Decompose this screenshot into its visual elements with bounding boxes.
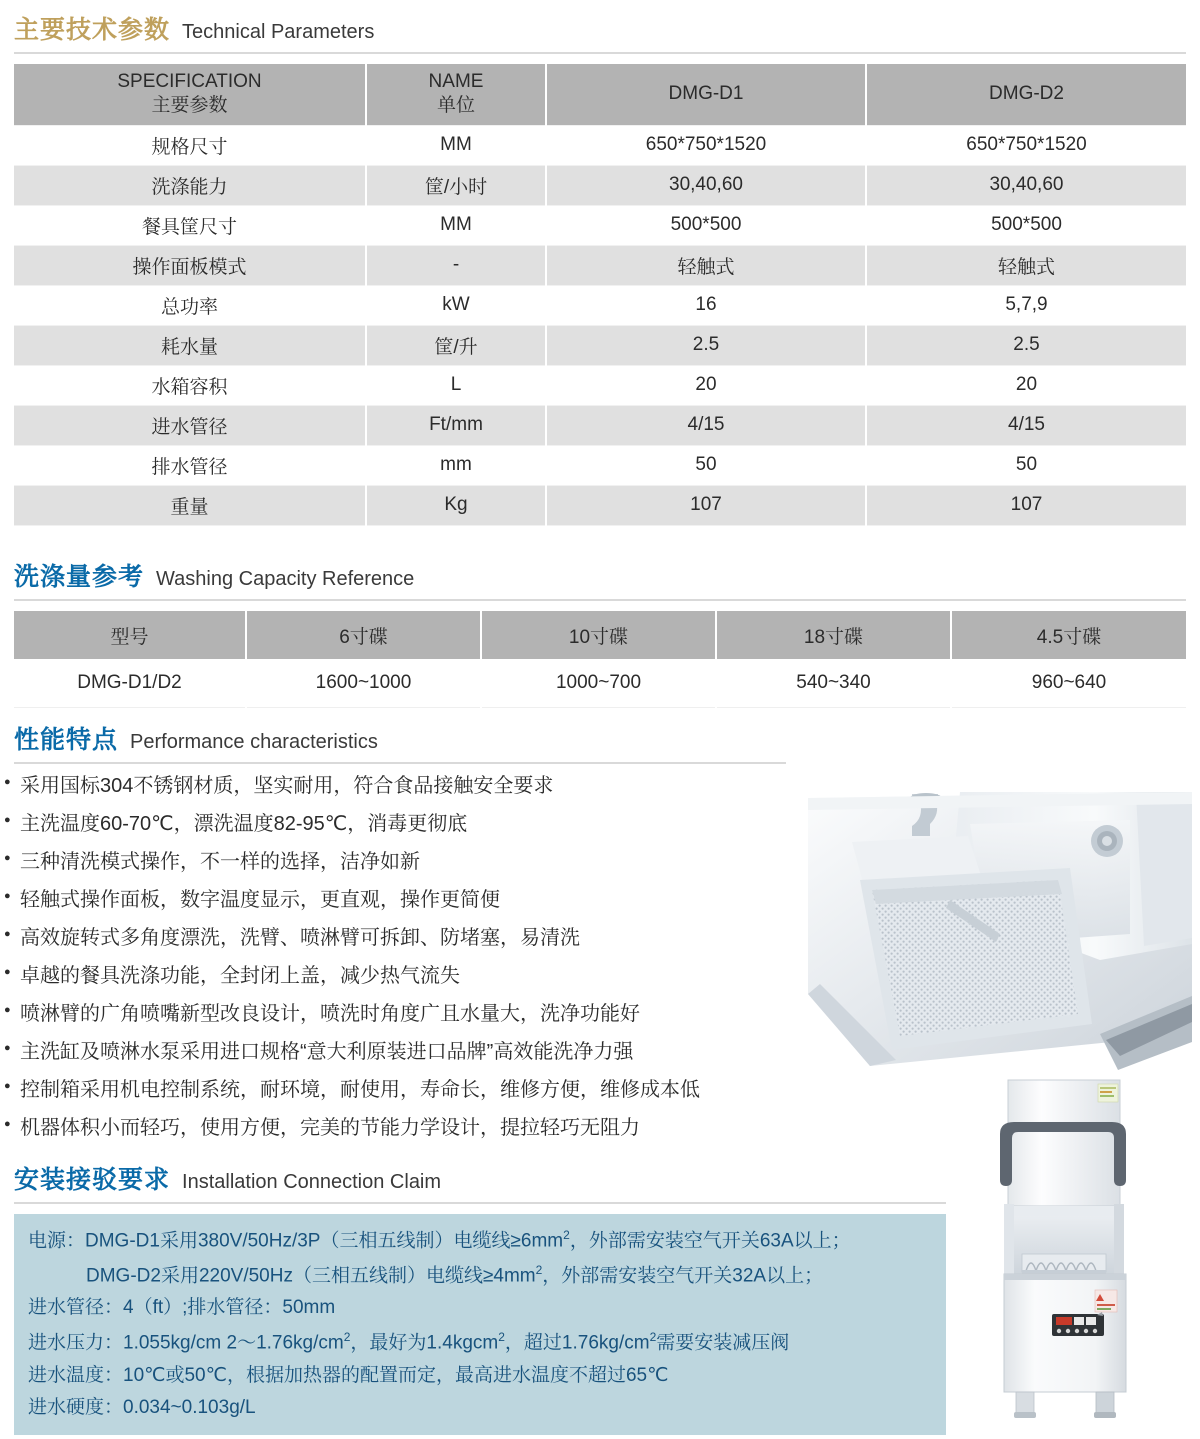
cell-d1: 20 [546,365,866,405]
list-item: ● 高效旋转式多角度漂洗，洗臂、喷淋臂可拆卸、防堵塞，易清洗 [0,928,800,948]
text-c: ，超过1.76kg/cm [504,1332,650,1354]
cell-d1: 50 [546,445,866,485]
cell-unit: 筐/小时 [366,165,546,205]
cell-unit: L [366,365,546,405]
cell-param: 进水管径 [14,405,366,445]
cell-10inch: 1000~700 [481,659,716,707]
heading-divider [14,1202,946,1204]
heading-cn: 洗涤量参考 [14,563,145,591]
cell-param: 洗涤能力 [14,165,366,205]
cell-45inch: 960~640 [951,659,1186,707]
installation-heading [0,1168,960,1193]
text-d: 需要安装减压阀 [656,1332,790,1354]
feature-list [0,776,800,1138]
superscript: 2 [563,1228,570,1242]
cell-d2: 500*500 [866,205,1186,245]
list-item: ● 三种清洗模式操作，不一样的选择，洁净如新 [0,852,800,872]
table-header-row [14,64,1186,125]
cell-d2: 650*750*1520 [866,125,1186,165]
installation-requirements-box [14,1214,946,1435]
text-b: ，外部需安装空气开关63A以上； [569,1230,851,1252]
table-row [14,659,1186,707]
heading-en: Washing Capacity Reference [156,568,415,590]
cell-d2: 50 [866,445,1186,485]
wash-tank-illustration [800,784,1196,1070]
superscript: 2 [535,1262,543,1277]
cell-d1: 30,40,60 [546,165,866,205]
cell-d2: 5,7,9 [866,285,1186,325]
table-row [14,325,1186,365]
wash-tank-photo [800,784,1196,1070]
install-line-water-pressure [28,1330,932,1355]
table-row [14,285,1186,325]
text-a: DMG-D2采用220V/50Hz（三相五线制）电缆线≥4mm [86,1265,536,1287]
cell-d1: 2.5 [546,325,866,365]
cell-unit: MM [366,125,546,165]
installation-section [0,1168,960,1435]
cell-d1: 500*500 [546,205,866,245]
performance-heading [0,728,800,753]
heading-en: Technical Parameters [182,21,375,43]
cell-param: 规格尺寸 [14,125,366,165]
cell-unit: Ft/mm [366,405,546,445]
list-item: ● 喷淋臂的广角喷嘴新型改良设计，喷洗时角度广且水量大，洗净功能好 [0,1004,800,1024]
cell-param: 耗水量 [14,325,366,365]
technical-parameters-section [0,18,1200,526]
cell-d2: 4/15 [866,405,1186,445]
washing-capacity-heading [0,565,1200,590]
superscript: 2 [649,1329,657,1344]
washing-capacity-section [0,565,1200,708]
cell-18inch: 540~340 [716,659,951,707]
th-specification-cn: 主要参数 [151,95,228,117]
hood-dishwasher-illustration [960,1072,1198,1437]
text-b: ，最好为1.4kgcm [350,1332,499,1354]
heading-divider [14,52,1186,54]
technical-parameters-heading [0,18,1200,43]
cell-param: 总功率 [14,285,366,325]
cell-6inch: 1600~1000 [246,659,481,707]
th-specification-en: SPECIFICATION [117,71,262,92]
table-row [14,165,1186,205]
cell-unit: MM [366,205,546,245]
washing-capacity-table [14,611,1186,708]
heading-divider [14,762,786,764]
cell-d2: 30,40,60 [866,165,1186,205]
heading-cn: 性能特点 [14,726,119,754]
table-row [14,245,1186,285]
list-item: ● 主洗缸及喷淋水泵采用进口规格“意大利原装进口品牌”高效能洗净力强 [0,1042,800,1062]
text-a: 电源：DMG-D1采用380V/50Hz/3P（三相五线制）电缆线≥6mm [28,1230,564,1252]
performance-characteristics-section [0,728,800,1156]
cell-unit: 筐/升 [366,325,546,365]
specification-table [14,64,1186,526]
cell-d2: 2.5 [866,325,1186,365]
th-specification [14,64,366,125]
cell-d1: 4/15 [546,405,866,445]
th-18inch: 18寸碟 [716,611,951,659]
install-line-pipe-diameter: 进水管径：4（ft）;排水管径：50mm [28,1297,336,1319]
cell-unit: Kg [366,485,546,525]
table-row [14,365,1186,405]
cell-d1: 16 [546,285,866,325]
install-line-water-hardness: 进水硬度：0.034~0.103g/L [28,1397,256,1419]
text-b: ，外部需安装空气开关32A以上； [542,1265,824,1287]
list-item: ● 控制箱采用机电控制系统，耐环境，耐使用，寿命长，维修方便，维修成本低 [0,1080,800,1100]
heading-cn: 主要技术参数 [14,16,171,44]
install-line-power-d1 [28,1228,932,1253]
cell-unit: - [366,245,546,285]
install-line-power-d2 [28,1263,932,1288]
cell-d2: 107 [866,485,1186,525]
cell-unit: mm [366,445,546,485]
install-line-water-temperature: 进水温度：10℃或50℃，根据加热器的配置而定，最高进水温度不超过65℃ [28,1364,669,1386]
table-row [14,205,1186,245]
heading-en: Performance characteristics [130,731,378,753]
cell-d1: 107 [546,485,866,525]
cell-unit: kW [366,285,546,325]
cell-model: DMG-D1/D2 [14,659,246,707]
list-item: ● 采用国标304不锈钢材质，坚实耐用，符合食品接触安全要求 [0,776,800,796]
cell-param: 操作面板模式 [14,245,366,285]
list-item: ● 卓越的餐具洗涤功能，全封闭上盖，减少热气流失 [0,966,800,986]
superscript: 2 [498,1329,505,1344]
heading-divider [14,599,1186,601]
table-row [14,405,1186,445]
table-header-row [14,611,1186,659]
cell-d2: 轻触式 [866,245,1186,285]
cell-param: 重量 [14,485,366,525]
table-row [14,485,1186,525]
th-name-cn: 单位 [436,95,475,117]
cell-d2: 20 [866,365,1186,405]
superscript: 2 [343,1329,351,1344]
th-6inch: 6寸碟 [246,611,481,659]
table-row [14,125,1186,165]
cell-d1: 650*750*1520 [546,125,866,165]
list-item: ● 轻触式操作面板，数字温度显示，更直观，操作更简便 [0,890,800,910]
list-item: ● 主洗温度60-70℃，漂洗温度82-95℃，消毒更彻底 [0,814,800,834]
th-10inch: 10寸碟 [481,611,716,659]
cell-param: 餐具筐尺寸 [14,205,366,245]
heading-en: Installation Connection Claim [182,1171,442,1193]
table-row [14,445,1186,485]
th-dmg-d1: DMG-D1 [546,64,866,125]
cell-param: 水箱容积 [14,365,366,405]
th-45inch: 4.5寸碟 [951,611,1186,659]
text-a: 进水压力：1.055kg/cm 2～1.76kg/cm [28,1332,344,1354]
cell-d1: 轻触式 [546,245,866,285]
cell-param: 排水管径 [14,445,366,485]
th-name-en: NAME [428,71,484,92]
th-name [366,64,546,125]
dishwasher-photo [960,1072,1198,1437]
th-dmg-d2: DMG-D2 [866,64,1186,125]
heading-cn: 安装接驳要求 [14,1166,171,1194]
th-model: 型号 [14,611,246,659]
list-item: ● 机器体积小而轻巧，使用方便，完美的节能力学设计，提拉轻巧无阻力 [0,1118,800,1138]
